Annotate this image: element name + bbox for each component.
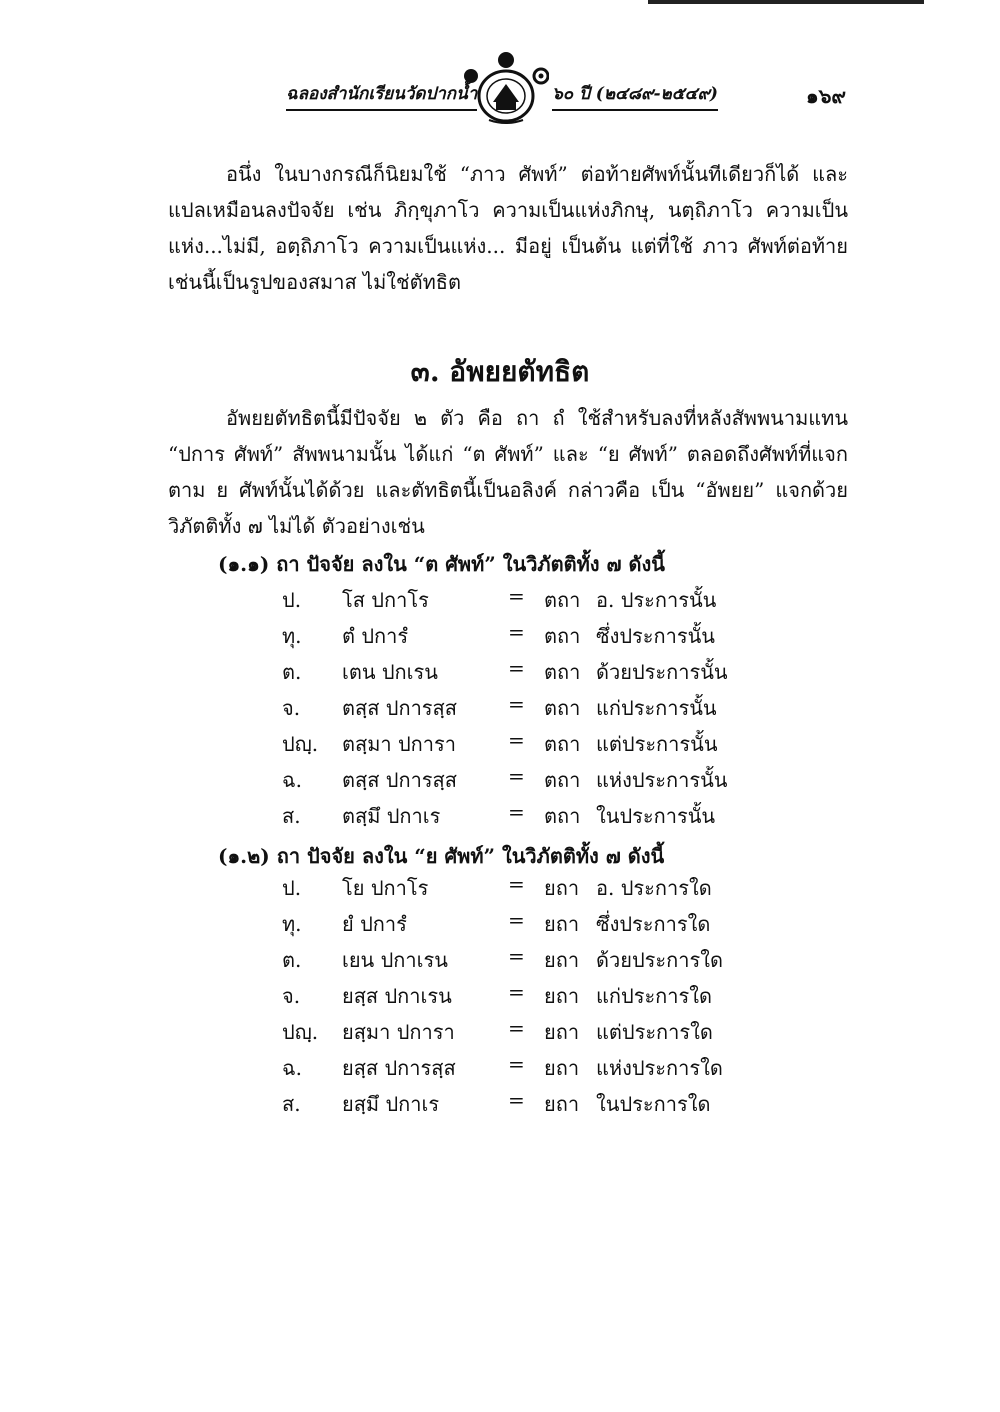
equals-sign: =	[508, 1052, 525, 1076]
case-label: ป.	[282, 876, 302, 900]
table-row	[282, 584, 842, 620]
pronoun-form: ตํ ปการํ	[342, 624, 409, 648]
equals-sign: =	[508, 1088, 525, 1112]
pronoun-form: โส ปกาโร	[342, 588, 429, 612]
result-form: ยถา	[544, 1020, 580, 1044]
intro-paragraph: อนึ่ง ในบางกรณีก็นิยมใช้ “ภาว ศัพท์” ต่อท้ายศัพท์นั้นทีเดียวก็ได้ และแปลเหมือนลงปัจจัย เช่น ภิกฺขุภาโว ความเป็นแห่งภิกษุ, นตฺถิภาโว ความเป็นแห่ง...ไม่มี, อตฺถิภาโว ความเป็นแห่ง... มีอยู่ เป็นต้น แต่ที่ใช้ ภาว ศัพท์ต่อท้ายเช่นนี้เป็นรูปของสมาส ไม่ใช่ตัทธิต	[168, 162, 848, 294]
result-form: ตถา	[544, 732, 581, 756]
case-label: จ.	[282, 696, 301, 720]
equals-sign: =	[508, 656, 525, 680]
result-form: ตถา	[544, 588, 581, 612]
case-label: ทุ.	[282, 912, 302, 936]
table-row	[282, 692, 842, 728]
case-label: ต.	[282, 660, 302, 684]
table-row	[282, 656, 842, 692]
case-label: ปญฺ.	[282, 732, 319, 756]
pronoun-form: ยํ ปการํ	[342, 912, 407, 936]
pronoun-form: ยสฺมึ ปกาเร	[342, 1092, 440, 1116]
table-row	[282, 1052, 842, 1088]
meaning: ซึ่งประการนั้น	[596, 624, 715, 648]
result-form: ยถา	[544, 948, 580, 972]
equals-sign: =	[508, 728, 525, 752]
case-label: ต.	[282, 948, 302, 972]
meaning: อ. ประการใด	[596, 876, 712, 900]
table-row	[282, 1088, 842, 1124]
meaning: แต่ประการนั้น	[596, 732, 718, 756]
result-form: ยถา	[544, 984, 580, 1008]
pronoun-form: ยสฺส ปการสฺส	[342, 1056, 456, 1080]
pronoun-form: ยสฺส ปกาเรน	[342, 984, 452, 1008]
result-form: ยถา	[544, 1092, 580, 1116]
meaning: ด้วยประการนั้น	[596, 660, 728, 684]
equals-sign: =	[508, 620, 525, 644]
case-label: ส.	[282, 804, 301, 828]
case-label: ปญฺ.	[282, 1020, 319, 1044]
meaning: อ. ประการนั้น	[596, 588, 717, 612]
section-paragraph: อัพยยตัทธิตนี้มีปัจจัย ๒ ตัว คือ ถา ถํ ใช้สำหรับลงที่หลังสัพพนามแทน “ปการ ศัพท์” สัพพนามนั้น ได้แก่ “ต ศัพท์” และ “ย ศัพท์” ตลอดถึงศัพท์ที่แจกตาม ย ศัพท์นั้นได้ด้วย และตัทธิตนี้เป็นอลิงค์ กล่าวคือ เป็น “อัพยย” แจกด้วยวิภัตติทั้ง ๗ ไม่ได้ ตัวอย่างเช่น	[168, 406, 848, 538]
table-row	[282, 944, 842, 980]
table-row	[282, 764, 842, 800]
meaning: ในประการนั้น	[596, 804, 716, 828]
pronoun-form: ตสฺมึ ปกาเร	[342, 804, 441, 828]
table1-title: (๑.๑) ถา ปัจจัย ลงใน “ต ศัพท์” ในวิภัตติทั้ง ๗ ดังนี้	[218, 552, 665, 576]
declension-table-ya	[282, 872, 842, 1124]
result-form: ตถา	[544, 624, 581, 648]
meaning: ซึ่งประการใด	[596, 912, 711, 936]
header-title: ฉลองสำนักเรียนวัดปากน้ำ	[286, 80, 477, 111]
equals-sign: =	[508, 1016, 525, 1040]
case-label: ฉ.	[282, 1056, 302, 1080]
result-form: ยถา	[544, 912, 580, 936]
table-row	[282, 872, 842, 908]
case-label: ส.	[282, 1092, 301, 1116]
declension-table-ta	[282, 584, 842, 836]
page-number: ๑๖๙	[806, 84, 847, 108]
page-header	[0, 50, 1000, 130]
case-label: ทุ.	[282, 624, 302, 648]
result-form: ตถา	[544, 804, 581, 828]
meaning: แห่งประการนั้น	[596, 768, 728, 792]
meaning: แก่ประการใด	[596, 984, 713, 1008]
pronoun-form: ตสฺมา ปการา	[342, 732, 456, 756]
section-heading: ๓. อัพยยตัทธิต	[410, 355, 590, 388]
table-row	[282, 980, 842, 1016]
equals-sign: =	[508, 872, 525, 896]
meaning: ในประการใด	[596, 1092, 711, 1116]
pronoun-form: โย ปกาโร	[342, 876, 429, 900]
equals-sign: =	[508, 980, 525, 1004]
result-form: ตถา	[544, 660, 581, 684]
equals-sign: =	[508, 764, 525, 788]
result-form: ตถา	[544, 768, 581, 792]
temple-emblem-icon	[463, 50, 549, 126]
table2-title: (๑.๒) ถา ปัจจัย ลงใน “ย ศัพท์” ในวิภัตติทั้ง ๗ ดังนี้	[218, 844, 665, 868]
equals-sign: =	[508, 800, 525, 824]
meaning: ด้วยประการใด	[596, 948, 723, 972]
result-form: ตถา	[544, 696, 581, 720]
equals-sign: =	[508, 908, 525, 932]
pronoun-form: เตน ปกเรน	[342, 660, 438, 684]
table-row	[282, 908, 842, 944]
table-row	[282, 1016, 842, 1052]
table-row	[282, 620, 842, 656]
meaning: แต่ประการใด	[596, 1020, 713, 1044]
case-label: ฉ.	[282, 768, 302, 792]
meaning: แก่ประการนั้น	[596, 696, 717, 720]
case-label: ป.	[282, 588, 302, 612]
pronoun-form: ตสฺส ปการสฺส	[342, 696, 457, 720]
case-label: จ.	[282, 984, 301, 1008]
equals-sign: =	[508, 692, 525, 716]
result-form: ยถา	[544, 1056, 580, 1080]
table-row	[282, 800, 842, 836]
pronoun-form: ยสฺมา ปการา	[342, 1020, 455, 1044]
result-form: ยถา	[544, 876, 580, 900]
equals-sign: =	[508, 584, 525, 608]
meaning: แห่งประการใด	[596, 1056, 723, 1080]
pronoun-form: เยน ปกาเรน	[342, 948, 448, 972]
table-row	[282, 728, 842, 764]
pronoun-form: ตสฺส ปการสฺส	[342, 768, 457, 792]
header-anniversary: ๖๐ ปี (๒๔๘๙-๒๕๔๙)	[552, 80, 718, 111]
top-edge-line	[648, 0, 924, 4]
equals-sign: =	[508, 944, 525, 968]
